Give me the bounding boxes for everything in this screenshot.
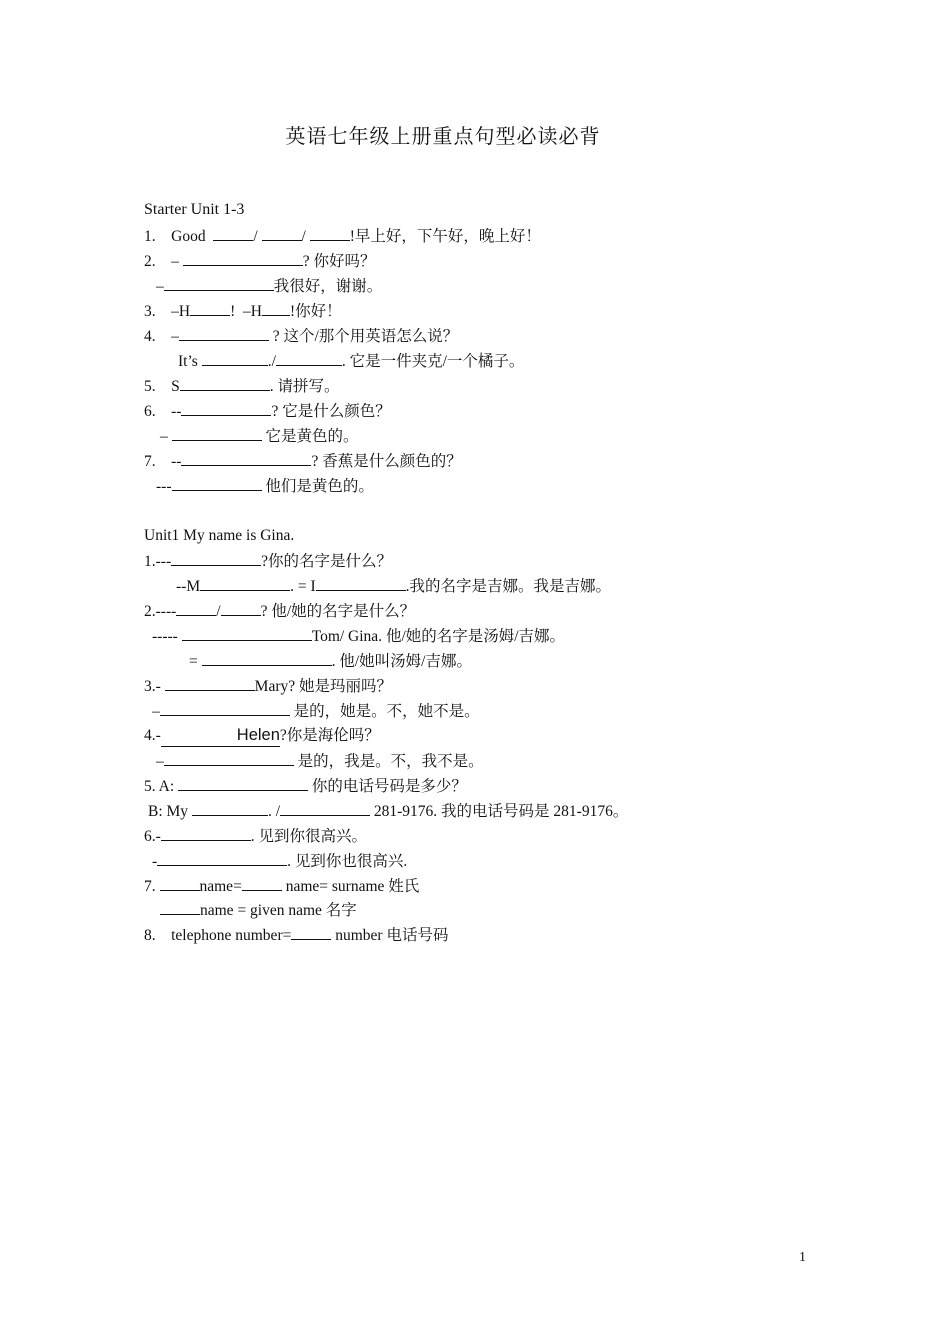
sentence-line: – 它是黄色的。	[160, 428, 359, 445]
document-title: 英语七年级上册重点句型必读必背	[285, 124, 601, 148]
sentence-line: 3.- Mary? 她是玛丽吗？	[144, 678, 393, 695]
sentence-line: 2. – ? 你好吗？	[144, 253, 376, 270]
sentence-line: 4. – ? 这个/那个用英语怎么说？	[144, 328, 459, 345]
sentence-line: 5. S . 请拼写。	[144, 378, 340, 395]
sentence-line: 8. telephone number= number 电话号码	[144, 927, 449, 944]
page-number: 1	[799, 1250, 806, 1265]
sentence-line: 1. Good / / !早上好，下午好，晚上好！	[144, 228, 541, 245]
sentence-line: 7. -- ? 香蕉是什么颜色的？	[144, 453, 462, 470]
helen-name: Helen	[236, 726, 280, 744]
sentence-line: – 我很好，谢谢。	[156, 278, 383, 295]
sentence-line: name = given name 名字	[160, 900, 357, 921]
sentence-line: --- 他们是黄色的。	[156, 478, 374, 495]
sentence-line: 6. -- ? 它是什么颜色？	[144, 403, 391, 420]
sentence-line: = . 他/她叫汤姆/吉娜。	[189, 653, 472, 670]
sentence-line: 3. –H ! –H !你好！	[144, 303, 342, 320]
sentence-line: --M . = I .我的名字是吉娜。我是吉娜。	[176, 578, 612, 595]
sentence-line: 4.- Helen?你是海伦吗？	[144, 725, 380, 747]
sentence-line: 6.- . 见到你很高兴。	[144, 828, 368, 845]
sentence-line: 2.---- / ? 他/她的名字是什么？	[144, 603, 416, 620]
sentence-line: 7. name= name= surname 姓氏	[144, 878, 420, 895]
sentence-line: 1.--- ?你的名字是什么？	[144, 553, 393, 570]
sentence-line: ----- Tom/ Gina. 他/她的名字是汤姆/吉娜。	[152, 628, 566, 645]
sentence-line: B: My . / 281-9176. 我的电话号码是 281-9176。	[148, 803, 629, 820]
sentence-line: – 是的，我是。不，我不是。	[156, 753, 484, 770]
sentence-line: It’s ./ . 它是一件夹克/一个橘子。	[178, 353, 525, 370]
section-heading-starter: Starter Unit 1-3	[144, 201, 245, 218]
sentence-line: 5. A: 你的电话号码是多少？	[144, 778, 467, 795]
section-heading-unit1: Unit1 My name is Gina.	[144, 527, 295, 544]
sentence-line: - . 见到你也很高兴.	[152, 853, 408, 870]
sentence-line: – 是的，她是。不，她不是。	[152, 703, 480, 720]
